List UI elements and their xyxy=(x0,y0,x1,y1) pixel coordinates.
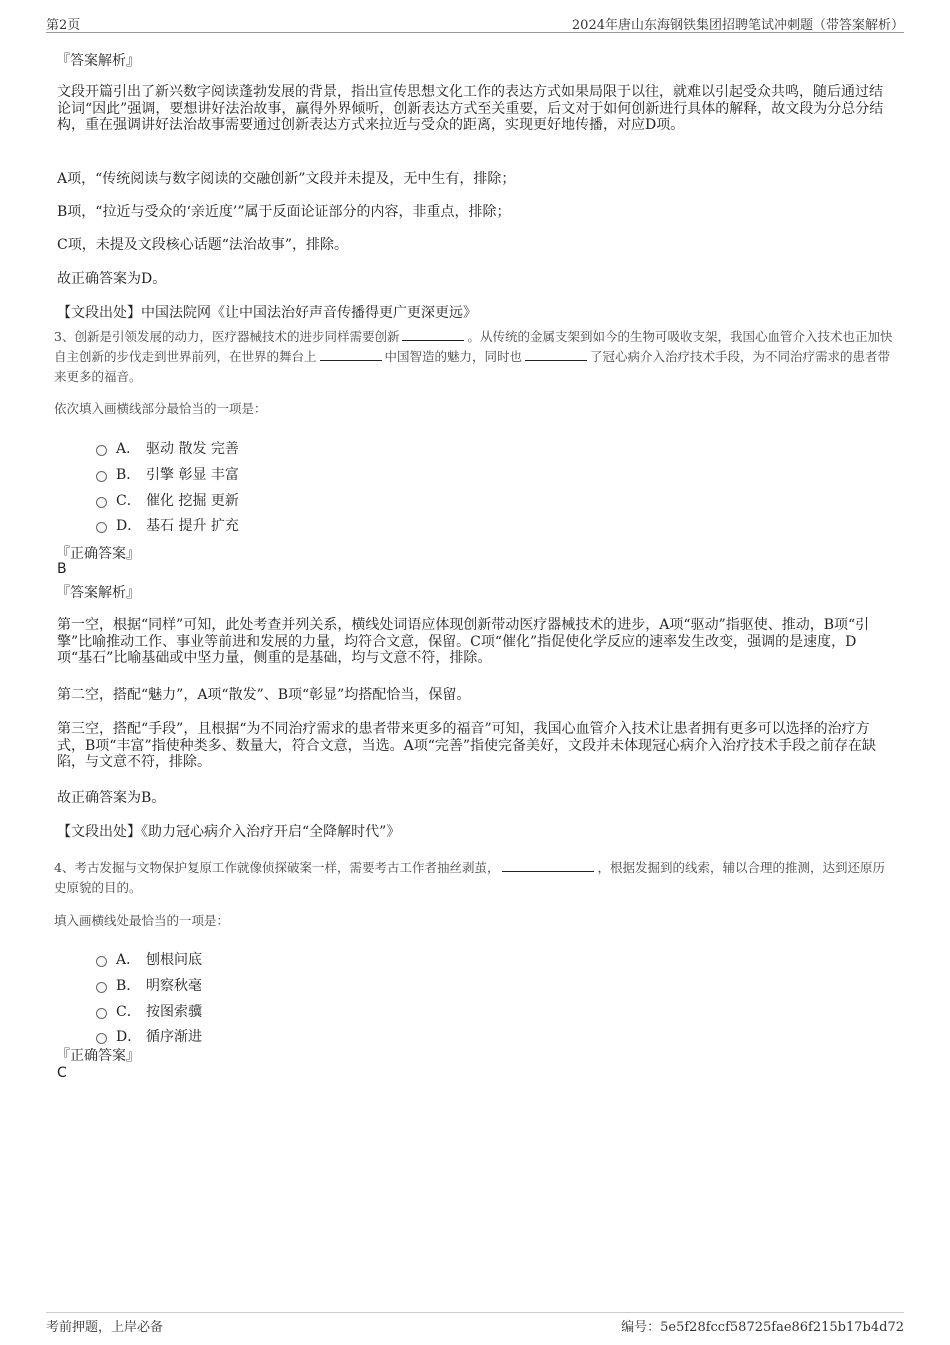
analysis-paragraph: 文段开篇引出了新兴数字阅读蓬勃发展的背景，指出宣传思想文化工作的表达方式如果局限于以往，就难以引起受众共鸣，随后通过结论词“因此”强调，要想讲好法治故事，赢得外界倾听，创新表达方式至关重要，后文对于如何创新进行具体的解释，故文段为分总分结构，重在强调讲好法治故事需要通过创新表达方式来拉近与受众的距离，实现更好地传播，对应D项。 xyxy=(57,84,884,133)
correct-answer: B xyxy=(57,561,67,577)
answer-blank xyxy=(502,859,594,872)
analysis-paragraph-3: 第三空，搭配“手段”，且根据“为不同治疗需求的患者带来更多的福音”可知，我国心血管介入技术让患者拥有更多可以选择的治疗方式，B项“丰富”指使种类多、数量大，符合文意，当选。A项“完善”指使完备美好，文段并未体现冠心病介入治疗技术手段之前存在缺陷，与文意不符，排除。 xyxy=(57,721,877,770)
option-d[interactable]: D． 基石 提升 扩充 xyxy=(96,515,239,533)
question-3-stem xyxy=(54,327,896,387)
radio-icon[interactable] xyxy=(96,497,107,508)
analysis-conclusion: 故正确答案为D。 xyxy=(57,271,167,287)
option-a[interactable]: A． 刨根问底 xyxy=(96,949,202,967)
analysis-paragraph-2: 第二空，搭配“魅力”，A项“散发”、B项“彰显”均搭配恰当，保留。 xyxy=(57,687,471,703)
question-3-stem-part4: 了冠心病介入治疗技术手段，为不同治疗需求的患者带来更多的福音。 xyxy=(54,349,891,384)
option-c[interactable]: C． 催化 挖掘 更新 xyxy=(96,490,239,508)
radio-icon[interactable] xyxy=(96,445,107,456)
source-citation: 【文段出处】《助力冠心病介入治疗开启“全降解时代”》 xyxy=(57,824,401,840)
question-3-stem-part3: 中国智造的魅力，同时也 xyxy=(384,349,523,364)
analysis-conclusion: 故正确答案为B。 xyxy=(57,790,166,806)
question-4-instruction: 填入画横线处最恰当的一项是： xyxy=(54,913,230,928)
page-header xyxy=(46,12,904,33)
radio-icon[interactable] xyxy=(96,956,107,967)
radio-icon[interactable] xyxy=(96,1033,107,1044)
analysis-label: 『答案解析』 xyxy=(56,585,140,601)
analysis-option-b: B项，“拉近与受众的‘亲近度’”属于反面论证部分的内容，非重点，排除； xyxy=(57,204,511,220)
answer-blank-2 xyxy=(320,348,382,361)
analysis-option-a: A项，“传统阅读与数字阅读的交融创新”文段并未提及，无中生有，排除； xyxy=(57,171,516,187)
page-footer xyxy=(46,1312,904,1337)
question-4-stem-part2: ，根据发掘到的线索，辅以合理的推测，达到还原历史原貌的目的。 xyxy=(54,860,885,895)
analysis-label: 『答案解析』 xyxy=(56,53,140,69)
correct-answer-label: 『正确答案』 xyxy=(56,546,140,562)
option-b[interactable]: B． 明察秋毫 xyxy=(96,975,202,993)
question-4-stem-part1: 4、考古发掘与文物保护复原工作就像侦探破案一样，需要考古工作者抽丝剥茧， xyxy=(54,860,500,875)
option-b[interactable]: B． 引擎 彰显 丰富 xyxy=(96,464,239,482)
correct-answer-label: 『正确答案』 xyxy=(56,1048,140,1064)
option-c[interactable]: C． 按图索骥 xyxy=(96,1001,202,1019)
radio-icon[interactable] xyxy=(96,982,107,993)
source-citation: 【文段出处】中国法院网《让中国法治好声音传播得更广更深更远》 xyxy=(57,305,477,321)
answer-blank-3 xyxy=(525,348,587,361)
question-3-instruction: 依次填入画横线部分最恰当的一项是： xyxy=(54,401,267,416)
answer-blank-1 xyxy=(402,328,464,341)
footer-slogan: 考前押题，上岸必备 xyxy=(46,1320,164,1335)
radio-icon[interactable] xyxy=(96,471,107,482)
question-4-stem xyxy=(54,858,896,898)
page-number: 第2页 xyxy=(46,18,81,33)
document-code: 编号：5e5f28fccf58725fae86f215b17b4d72 xyxy=(621,1320,904,1335)
radio-icon[interactable] xyxy=(96,522,107,533)
document-title: 2024年唐山东海钢铁集团招聘笔试冲刺题（带答案解析） xyxy=(571,18,904,33)
option-a[interactable]: A． 驱动 散发 完善 xyxy=(96,438,239,456)
question-3-stem-part2: 。从传统的金属支架到如今的生物可吸收支架，我国心血管介入技术也正加快自主创新的步伐走到世界前列，在世界的舞台上 xyxy=(54,329,893,364)
question-3-stem-part1: 3、创新是引领发展的动力，医疗器械技术的进步同样需要创新 xyxy=(54,329,400,344)
option-d[interactable]: D． 循序渐进 xyxy=(96,1026,202,1044)
radio-icon[interactable] xyxy=(96,1008,107,1019)
analysis-option-c: C项，未提及文段核心话题“法治故事”，排除。 xyxy=(57,237,349,253)
analysis-paragraph-1: 第一空，根据“同样”可知，此处考查并列关系，横线处词语应体现创新带动医疗器械技术的进步，A项“驱动”指驱使、推动，B项“引擎”比喻推动工作、事业等前进和发展的力量，均符合文意，保留。C项“催化”指促使化学反应的速率发生改变，强调的是速度，D项“基石”比喻基础或中坚力量，侧重的是基础，均与文意不符，排除。 xyxy=(57,617,870,666)
correct-answer: C xyxy=(57,1065,67,1081)
